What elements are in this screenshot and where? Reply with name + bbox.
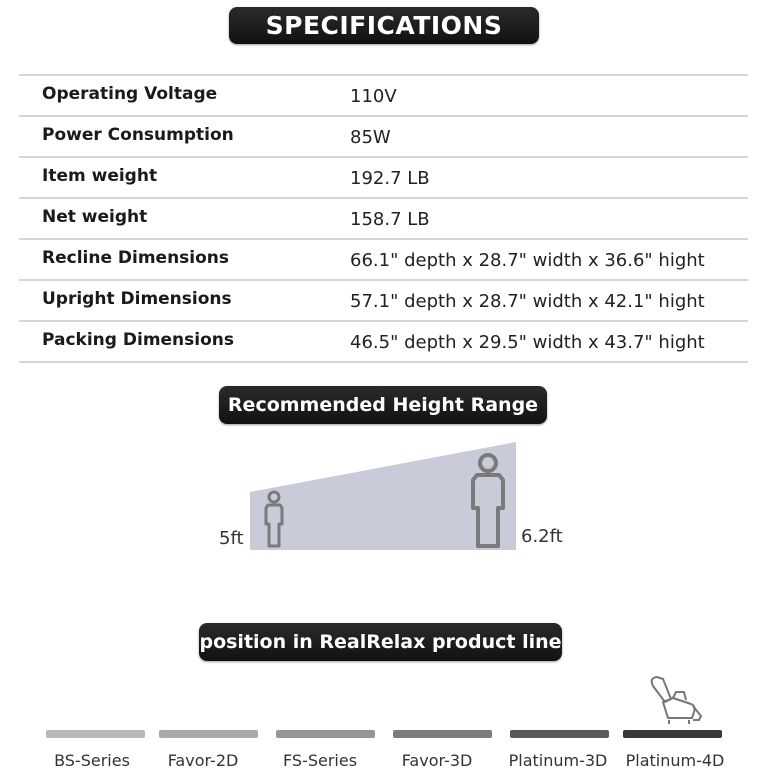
series-bar-bs-series (46, 730, 145, 738)
height-range-wedge (250, 442, 516, 550)
spec-value: 192.7 LB (350, 168, 430, 189)
spec-value: 46.5" depth x 29.5" width x 43.7" hight (350, 332, 705, 353)
specifications-title: SPECIFICATIONS (229, 7, 539, 44)
spec-row (19, 117, 748, 158)
spec-row (19, 240, 748, 281)
min-height-label: 5ft (219, 528, 244, 549)
spec-row (19, 322, 748, 363)
height-range-title: Recommended Height Range (219, 386, 547, 424)
specifications-table (19, 74, 748, 363)
series-label-current: Platinum-4D (625, 751, 725, 770)
series-label: BS-Series (54, 751, 130, 770)
spec-value: 85W (350, 127, 391, 148)
series-bar-platinum-3d (510, 730, 609, 738)
short-person-icon (266, 492, 282, 546)
spec-label: Net weight (42, 207, 148, 227)
series-bar-favor-3d (393, 730, 492, 738)
spec-value: 66.1" depth x 28.7" width x 36.6" hight (350, 250, 705, 271)
spec-label: Operating Voltage (42, 84, 218, 104)
spec-value: 57.1" depth x 28.7" width x 42.1" hight (350, 291, 705, 312)
max-height-label: 6.2ft (521, 526, 563, 547)
spec-label: Item weight (42, 166, 158, 186)
series-label: FS-Series (282, 751, 358, 770)
series-label: Platinum-3D (508, 751, 608, 770)
series-label: Favor-2D (167, 751, 239, 770)
tall-person-icon (473, 455, 503, 546)
spec-value: 158.7 LB (350, 209, 430, 230)
spec-row (19, 76, 748, 117)
spec-label: Recline Dimensions (42, 248, 230, 268)
series-bar-fs-series (276, 730, 375, 738)
spec-row (19, 281, 748, 322)
spec-label: Upright Dimensions (42, 289, 232, 309)
spec-row (19, 199, 748, 240)
massage-chair-icon (645, 676, 705, 726)
spec-value: 110V (350, 86, 397, 107)
series-label: Favor-3D (401, 751, 473, 770)
spec-label: Power Consumption (42, 125, 234, 145)
product-line-title: position in RealRelax product line (199, 623, 562, 661)
spec-label: Packing Dimensions (42, 330, 235, 350)
series-bar-favor-2d (159, 730, 258, 738)
series-bar-platinum-4d (623, 730, 722, 738)
spec-row (19, 158, 748, 199)
